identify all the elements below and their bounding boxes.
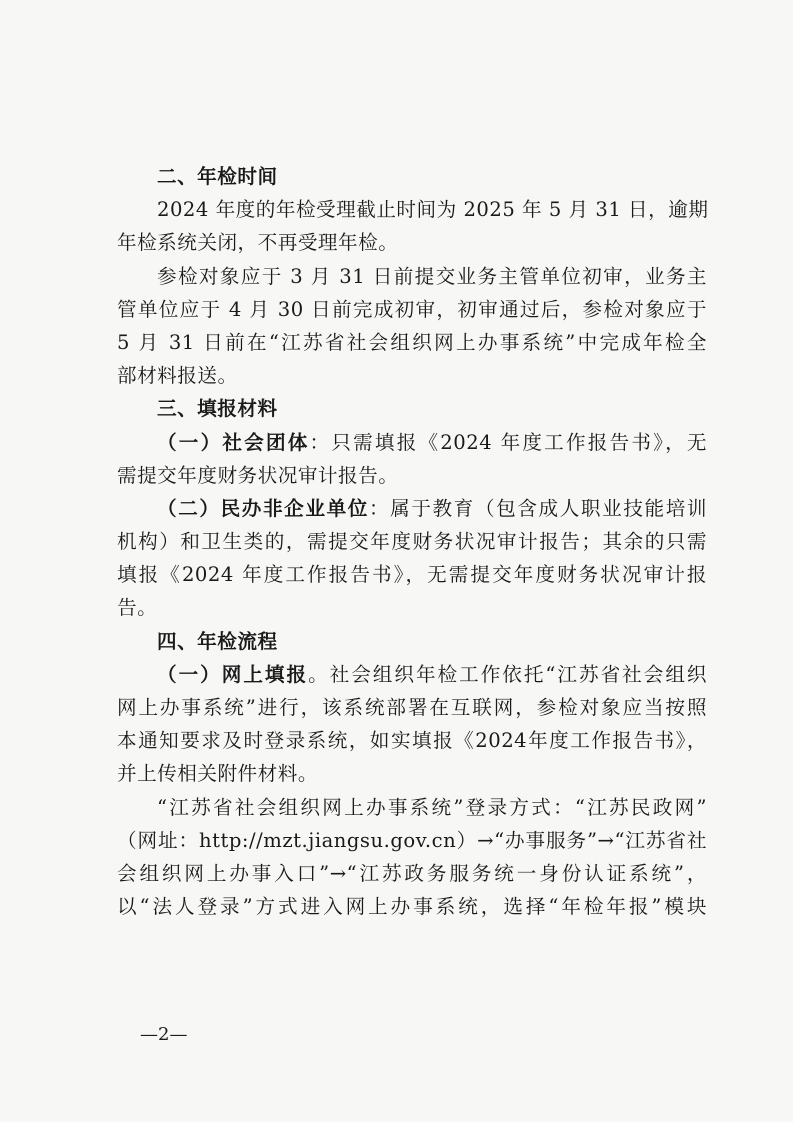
section-heading-inspection-time: 二、年检时间 [157, 165, 278, 188]
paragraph-line: 5 月 31 日前在“江苏省社会组织网上办事系统”中完成年检全 [117, 330, 707, 354]
paragraph-line: 年检系统关闭，不再受理年检。 [117, 231, 399, 255]
paragraph-line: 参检对象应于 3 月 31 日前提交业务主管单位初审，业务主 [157, 264, 707, 288]
paragraph-line: 以“法人登录”方式进入网上办事系统，选择“年检年报”模块 [117, 895, 707, 919]
paragraph-line: 本通知要求及时登录系统，如实填报《2024年度工作报告书》， [117, 729, 707, 753]
section-heading-process: 四、年检流程 [157, 629, 278, 653]
item-label-social-groups: （一）社会团体 [157, 430, 310, 454]
paragraph-line: 机构）和卫生类的，需提交年度财务状况审计报告；其余的只需 [117, 530, 707, 554]
item-text: 。社会组织年检工作依托“江苏省社会组织 [308, 662, 707, 686]
paragraph-line: 需提交年度财务状况审计报告。 [117, 463, 399, 487]
page-number: —2— [140, 1024, 188, 1045]
paragraph-line: 部材料报送。 [117, 364, 238, 388]
paragraph-line: 管单位应于 4 月 30 日前完成初审，初审通过后，参检对象应于 [117, 297, 707, 321]
item-text: ：只需填报《2024 年度工作报告书》，无 [309, 430, 708, 454]
paragraph-line: 2024 年度的年检受理截止时间为 2025 年 5 月 31 日，逾期 [157, 198, 709, 222]
paragraph-line: 告。 [117, 596, 158, 620]
item-text: ：属于教育（包含成人职业技能培训 [368, 496, 708, 520]
paragraph-line: “江苏省社会组织网上办事系统”登录方式：“江苏民政网” [157, 795, 707, 819]
paragraph-line [117, 426, 707, 459]
section-heading-materials: 三、填报材料 [157, 397, 278, 421]
paragraph-line [117, 658, 707, 691]
paragraph-line: （网址：http://mzt.jiangsu.gov.cn）→“办事服务”→“江苏省社 [117, 828, 707, 852]
document-body [117, 160, 707, 923]
paragraph-line: 填报《2024 年度工作报告书》，无需提交年度财务状况审计报 [117, 563, 707, 587]
paragraph-line: 会组织网上办事入口”→“江苏政务服务统一身份认证系统”， [117, 861, 707, 885]
item-label-online-filing: （一）网上填报 [157, 662, 309, 686]
item-label-private-non-enterprise: （二）民办非企业单位 [157, 496, 369, 520]
paragraph-line [117, 492, 707, 525]
paragraph-line: 并上传相关附件材料。 [117, 762, 318, 786]
paragraph-line: 网上办事系统”进行，该系统部署在互联网，参检对象应当按照 [117, 696, 707, 719]
